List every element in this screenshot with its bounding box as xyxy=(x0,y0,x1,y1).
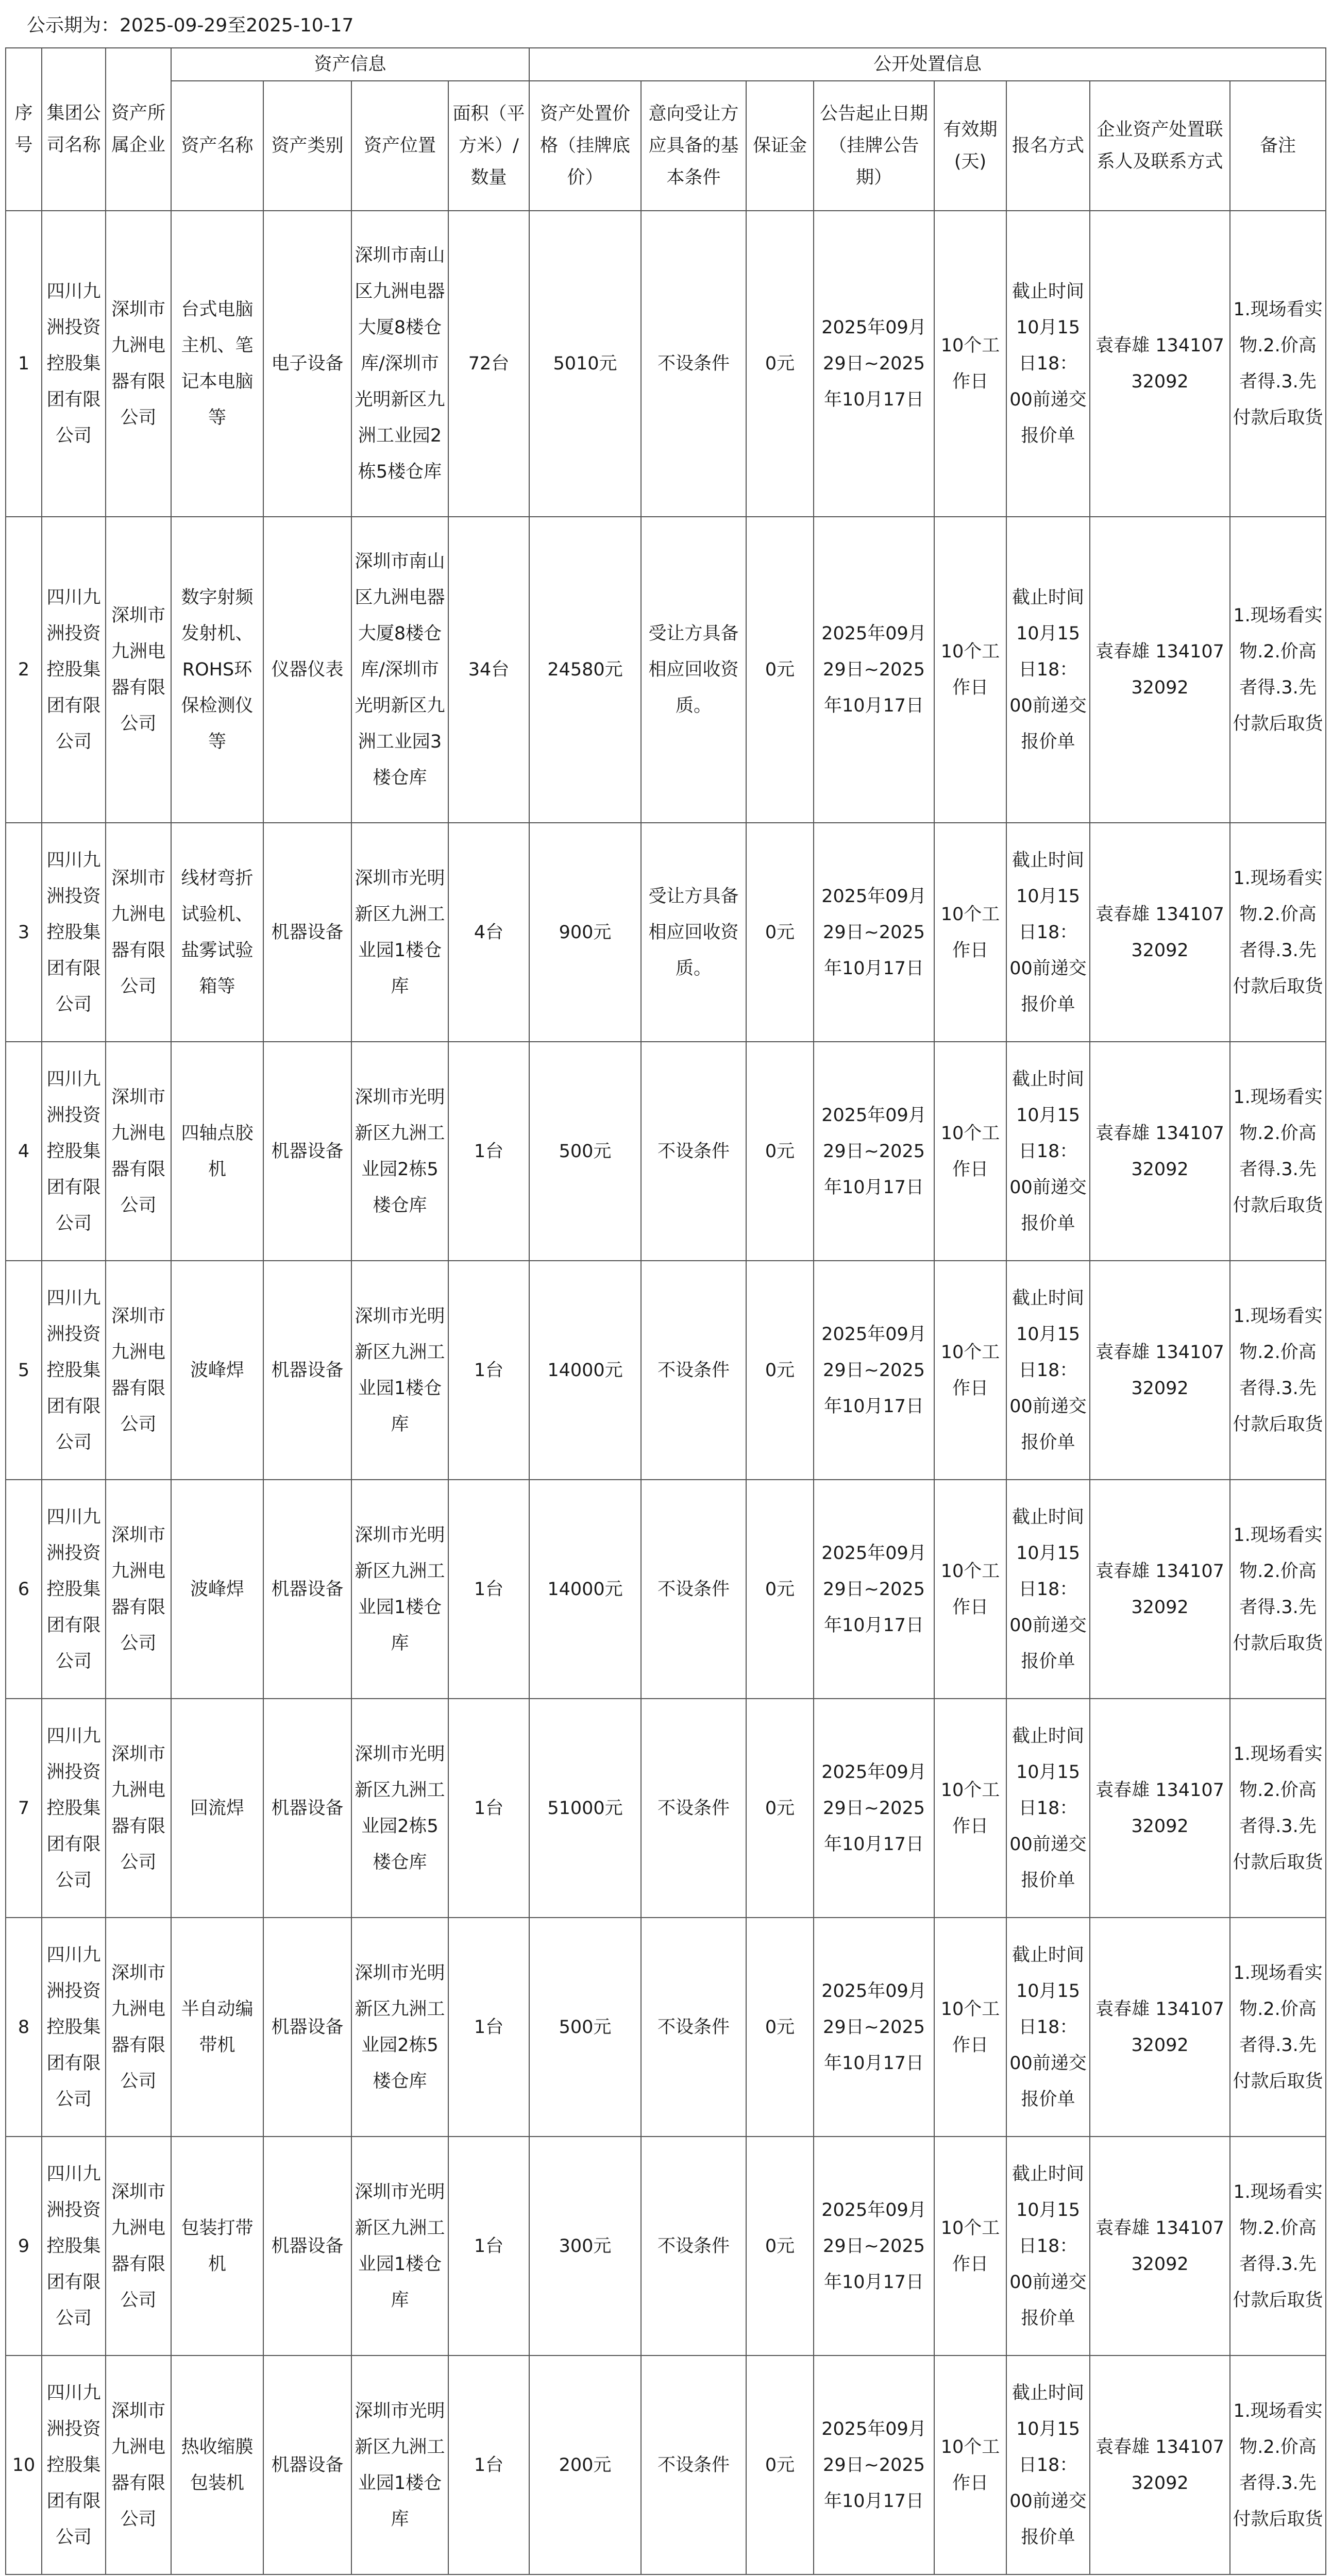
table-row xyxy=(6,2137,1326,2355)
cell-price: 900元 xyxy=(529,823,641,1042)
cell-signup: 截止时间10月15日18：00前递交报价单 xyxy=(1006,211,1090,517)
publicity-period: 公示期为：2025-09-29至2025-10-17 xyxy=(27,15,354,36)
cell-asset-location: 深圳市光明新区九洲工业园2栋5楼仓库 xyxy=(351,1918,448,2137)
cell-remarks: 1.现场看实物.2.价高者得.3.先付款后取货 xyxy=(1230,1042,1326,1261)
cell-validity: 10个工作日 xyxy=(934,517,1006,823)
cell-signup: 截止时间10月15日18：00前递交报价单 xyxy=(1006,823,1090,1042)
cell-signup: 截止时间10月15日18：00前递交报价单 xyxy=(1006,2355,1090,2574)
cell-dates: 2025年09月29日~2025年10月17日 xyxy=(814,2137,934,2355)
cell-conditions: 不设条件 xyxy=(641,1042,746,1261)
header-asset-type: 资产类别 xyxy=(263,81,351,211)
cell-asset-location: 深圳市光明新区九洲工业园1楼仓库 xyxy=(351,1261,448,1480)
cell-qty: 1台 xyxy=(448,1918,529,2137)
cell-price: 24580元 xyxy=(529,517,641,823)
cell-signup: 截止时间10月15日18：00前递交报价单 xyxy=(1006,1918,1090,2137)
cell-contact: 袁春雄 13410732092 xyxy=(1090,2137,1230,2355)
table-row xyxy=(6,211,1326,517)
asset-disposal-table xyxy=(5,47,1326,2575)
cell-deposit: 0元 xyxy=(746,2355,814,2574)
cell-validity: 10个工作日 xyxy=(934,1261,1006,1480)
cell-asset-name: 包装打带机 xyxy=(171,2137,263,2355)
table-row xyxy=(6,1261,1326,1480)
cell-asset-type: 机器设备 xyxy=(263,2355,351,2574)
cell-remarks: 1.现场看实物.2.价高者得.3.先付款后取货 xyxy=(1230,1699,1326,1918)
cell-asset-type: 机器设备 xyxy=(263,1042,351,1261)
cell-price: 14000元 xyxy=(529,1480,641,1699)
cell-asset-name: 回流焊 xyxy=(171,1699,263,1918)
cell-dates: 2025年09月29日~2025年10月17日 xyxy=(814,211,934,517)
cell-asset-name: 台式电脑主机、笔记本电脑等 xyxy=(171,211,263,517)
cell-seq: 7 xyxy=(6,1699,42,1918)
cell-signup: 截止时间10月15日18：00前递交报价单 xyxy=(1006,517,1090,823)
cell-group: 四川九洲投资控股集团有限公司 xyxy=(42,1480,106,1699)
cell-conditions: 不设条件 xyxy=(641,211,746,517)
cell-enterprise: 深圳市九洲电器有限公司 xyxy=(106,1918,171,2137)
cell-asset-type: 机器设备 xyxy=(263,1699,351,1918)
cell-enterprise: 深圳市九洲电器有限公司 xyxy=(106,1261,171,1480)
cell-enterprise: 深圳市九洲电器有限公司 xyxy=(106,517,171,823)
header-conditions: 意向受让方应具备的基本条件 xyxy=(641,81,746,211)
cell-dates: 2025年09月29日~2025年10月17日 xyxy=(814,517,934,823)
table-row xyxy=(6,1042,1326,1261)
cell-remarks: 1.现场看实物.2.价高者得.3.先付款后取货 xyxy=(1230,517,1326,823)
cell-deposit: 0元 xyxy=(746,517,814,823)
cell-remarks: 1.现场看实物.2.价高者得.3.先付款后取货 xyxy=(1230,2355,1326,2574)
cell-remarks: 1.现场看实物.2.价高者得.3.先付款后取货 xyxy=(1230,2137,1326,2355)
header-enterprise: 资产所属企业 xyxy=(106,48,171,211)
header-asset-info: 资产信息 xyxy=(171,48,529,81)
header-seq: 序号 xyxy=(6,48,42,211)
cell-qty: 4台 xyxy=(448,823,529,1042)
header-price: 资产处置价格（挂牌底价） xyxy=(529,81,641,211)
cell-deposit: 0元 xyxy=(746,1261,814,1480)
cell-signup: 截止时间10月15日18：00前递交报价单 xyxy=(1006,1480,1090,1699)
header-disposal-info: 公开处置信息 xyxy=(529,48,1326,81)
cell-contact: 袁春雄 13410732092 xyxy=(1090,211,1230,517)
header-contact: 企业资产处置联系人及联系方式 xyxy=(1090,81,1230,211)
cell-qty: 1台 xyxy=(448,1480,529,1699)
header-deposit: 保证金 xyxy=(746,81,814,211)
cell-deposit: 0元 xyxy=(746,1042,814,1261)
cell-enterprise: 深圳市九洲电器有限公司 xyxy=(106,823,171,1042)
cell-enterprise: 深圳市九洲电器有限公司 xyxy=(106,2137,171,2355)
header-remarks: 备注 xyxy=(1230,81,1326,211)
cell-conditions: 不设条件 xyxy=(641,1918,746,2137)
cell-asset-type: 电子设备 xyxy=(263,211,351,517)
cell-price: 5010元 xyxy=(529,211,641,517)
cell-validity: 10个工作日 xyxy=(934,2137,1006,2355)
cell-asset-name: 波峰焊 xyxy=(171,1261,263,1480)
cell-dates: 2025年09月29日~2025年10月17日 xyxy=(814,1918,934,2137)
cell-remarks: 1.现场看实物.2.价高者得.3.先付款后取货 xyxy=(1230,1918,1326,2137)
cell-asset-location: 深圳市南山区九洲电器大厦8楼仓库/深圳市光明新区九洲工业园3楼仓库 xyxy=(351,517,448,823)
cell-asset-location: 深圳市光明新区九洲工业园1楼仓库 xyxy=(351,1480,448,1699)
cell-seq: 2 xyxy=(6,517,42,823)
table-row xyxy=(6,517,1326,823)
cell-dates: 2025年09月29日~2025年10月17日 xyxy=(814,2355,934,2574)
cell-group: 四川九洲投资控股集团有限公司 xyxy=(42,1261,106,1480)
cell-asset-name: 半自动编带机 xyxy=(171,1918,263,2137)
cell-remarks: 1.现场看实物.2.价高者得.3.先付款后取货 xyxy=(1230,1261,1326,1480)
cell-asset-type: 机器设备 xyxy=(263,1918,351,2137)
cell-contact: 袁春雄 13410732092 xyxy=(1090,1261,1230,1480)
cell-price: 14000元 xyxy=(529,1261,641,1480)
cell-contact: 袁春雄 13410732092 xyxy=(1090,1699,1230,1918)
cell-enterprise: 深圳市九洲电器有限公司 xyxy=(106,1480,171,1699)
cell-asset-name: 四轴点胶机 xyxy=(171,1042,263,1261)
cell-dates: 2025年09月29日~2025年10月17日 xyxy=(814,1261,934,1480)
cell-group: 四川九洲投资控股集团有限公司 xyxy=(42,211,106,517)
cell-conditions: 受让方具备相应回收资质。 xyxy=(641,823,746,1042)
header-validity: 有效期(天) xyxy=(934,81,1006,211)
cell-qty: 1台 xyxy=(448,1261,529,1480)
header-dates: 公告起止日期（挂牌公告期） xyxy=(814,81,934,211)
cell-contact: 袁春雄 13410732092 xyxy=(1090,517,1230,823)
cell-qty: 34台 xyxy=(448,517,529,823)
cell-seq: 6 xyxy=(6,1480,42,1699)
cell-qty: 1台 xyxy=(448,1042,529,1261)
header-group: 集团公司名称 xyxy=(42,48,106,211)
cell-deposit: 0元 xyxy=(746,823,814,1042)
cell-dates: 2025年09月29日~2025年10月17日 xyxy=(814,823,934,1042)
cell-enterprise: 深圳市九洲电器有限公司 xyxy=(106,211,171,517)
cell-asset-type: 仪器仪表 xyxy=(263,517,351,823)
cell-validity: 10个工作日 xyxy=(934,211,1006,517)
cell-conditions: 不设条件 xyxy=(641,1480,746,1699)
cell-price: 300元 xyxy=(529,2137,641,2355)
cell-validity: 10个工作日 xyxy=(934,1699,1006,1918)
cell-deposit: 0元 xyxy=(746,1699,814,1918)
cell-seq: 8 xyxy=(6,1918,42,2137)
cell-price: 200元 xyxy=(529,2355,641,2574)
cell-qty: 1台 xyxy=(448,1699,529,1918)
cell-group: 四川九洲投资控股集团有限公司 xyxy=(42,1918,106,2137)
cell-price: 51000元 xyxy=(529,1699,641,1918)
cell-validity: 10个工作日 xyxy=(934,823,1006,1042)
cell-group: 四川九洲投资控股集团有限公司 xyxy=(42,1042,106,1261)
cell-qty: 1台 xyxy=(448,2355,529,2574)
header-signup: 报名方式 xyxy=(1006,81,1090,211)
cell-enterprise: 深圳市九洲电器有限公司 xyxy=(106,1042,171,1261)
cell-contact: 袁春雄 13410732092 xyxy=(1090,2355,1230,2574)
cell-asset-type: 机器设备 xyxy=(263,2137,351,2355)
cell-deposit: 0元 xyxy=(746,1480,814,1699)
cell-price: 500元 xyxy=(529,1042,641,1261)
cell-validity: 10个工作日 xyxy=(934,1042,1006,1261)
cell-asset-type: 机器设备 xyxy=(263,1261,351,1480)
cell-signup: 截止时间10月15日18：00前递交报价单 xyxy=(1006,1042,1090,1261)
cell-group: 四川九洲投资控股集团有限公司 xyxy=(42,2355,106,2574)
cell-group: 四川九洲投资控股集团有限公司 xyxy=(42,823,106,1042)
cell-asset-location: 深圳市光明新区九洲工业园1楼仓库 xyxy=(351,2355,448,2574)
cell-group: 四川九洲投资控股集团有限公司 xyxy=(42,2137,106,2355)
table-row xyxy=(6,1480,1326,1699)
cell-seq: 10 xyxy=(6,2355,42,2574)
cell-signup: 截止时间10月15日18：00前递交报价单 xyxy=(1006,2137,1090,2355)
table-row xyxy=(6,2355,1326,2574)
cell-seq: 9 xyxy=(6,2137,42,2355)
cell-signup: 截止时间10月15日18：00前递交报价单 xyxy=(1006,1699,1090,1918)
cell-enterprise: 深圳市九洲电器有限公司 xyxy=(106,2355,171,2574)
cell-asset-location: 深圳市光明新区九洲工业园1楼仓库 xyxy=(351,2137,448,2355)
table-row xyxy=(6,1699,1326,1918)
cell-deposit: 0元 xyxy=(746,211,814,517)
header-asset-name: 资产名称 xyxy=(171,81,263,211)
cell-conditions: 不设条件 xyxy=(641,1261,746,1480)
header-asset-location: 资产位置 xyxy=(351,81,448,211)
cell-contact: 袁春雄 13410732092 xyxy=(1090,1918,1230,2137)
cell-deposit: 0元 xyxy=(746,2137,814,2355)
cell-asset-type: 机器设备 xyxy=(263,1480,351,1699)
cell-remarks: 1.现场看实物.2.价高者得.3.先付款后取货 xyxy=(1230,823,1326,1042)
cell-contact: 袁春雄 13410732092 xyxy=(1090,1480,1230,1699)
cell-asset-type: 机器设备 xyxy=(263,823,351,1042)
cell-asset-name: 热收缩膜包装机 xyxy=(171,2355,263,2574)
cell-asset-location: 深圳市光明新区九洲工业园2栋5楼仓库 xyxy=(351,1699,448,1918)
table-row xyxy=(6,823,1326,1042)
cell-remarks: 1.现场看实物.2.价高者得.3.先付款后取货 xyxy=(1230,211,1326,517)
cell-group: 四川九洲投资控股集团有限公司 xyxy=(42,1699,106,1918)
cell-conditions: 不设条件 xyxy=(641,1699,746,1918)
cell-contact: 袁春雄 13410732092 xyxy=(1090,1042,1230,1261)
cell-dates: 2025年09月29日~2025年10月17日 xyxy=(814,1480,934,1699)
cell-deposit: 0元 xyxy=(746,1918,814,2137)
cell-qty: 72台 xyxy=(448,211,529,517)
cell-conditions: 不设条件 xyxy=(641,2137,746,2355)
cell-seq: 1 xyxy=(6,211,42,517)
cell-validity: 10个工作日 xyxy=(934,1480,1006,1699)
cell-asset-location: 深圳市南山区九洲电器大厦8楼仓库/深圳市光明新区九洲工业园2栋5楼仓库 xyxy=(351,211,448,517)
cell-group: 四川九洲投资控股集团有限公司 xyxy=(42,517,106,823)
cell-asset-name: 波峰焊 xyxy=(171,1480,263,1699)
cell-enterprise: 深圳市九洲电器有限公司 xyxy=(106,1699,171,1918)
cell-signup: 截止时间10月15日18：00前递交报价单 xyxy=(1006,1261,1090,1480)
cell-price: 500元 xyxy=(529,1918,641,2137)
cell-seq: 5 xyxy=(6,1261,42,1480)
cell-validity: 10个工作日 xyxy=(934,2355,1006,2574)
cell-asset-location: 深圳市光明新区九洲工业园2栋5楼仓库 xyxy=(351,1042,448,1261)
cell-conditions: 不设条件 xyxy=(641,2355,746,2574)
cell-seq: 4 xyxy=(6,1042,42,1261)
cell-conditions: 受让方具备相应回收资质。 xyxy=(641,517,746,823)
cell-remarks: 1.现场看实物.2.价高者得.3.先付款后取货 xyxy=(1230,1480,1326,1699)
cell-asset-name: 线材弯折试验机、盐雾试验箱等 xyxy=(171,823,263,1042)
cell-validity: 10个工作日 xyxy=(934,1918,1006,2137)
cell-dates: 2025年09月29日~2025年10月17日 xyxy=(814,1699,934,1918)
cell-qty: 1台 xyxy=(448,2137,529,2355)
cell-asset-location: 深圳市光明新区九洲工业园1楼仓库 xyxy=(351,823,448,1042)
cell-seq: 3 xyxy=(6,823,42,1042)
cell-contact: 袁春雄 13410732092 xyxy=(1090,823,1230,1042)
cell-asset-name: 数字射频发射机、ROHS环保检测仪等 xyxy=(171,517,263,823)
cell-dates: 2025年09月29日~2025年10月17日 xyxy=(814,1042,934,1261)
table-row xyxy=(6,1918,1326,2137)
header-area-qty: 面积（平方米）/数量 xyxy=(448,81,529,211)
